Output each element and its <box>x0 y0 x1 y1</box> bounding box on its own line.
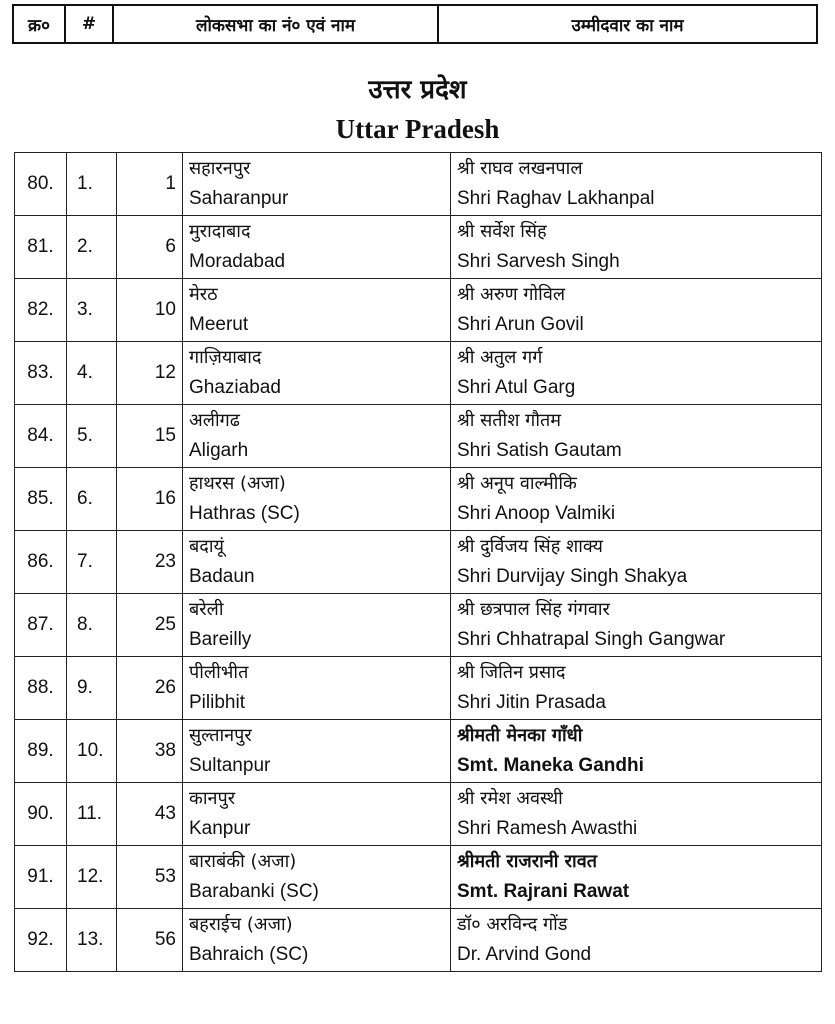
candidate-cell <box>451 783 822 846</box>
candidate-name-hindi: श्री अरुण गोविल <box>457 284 566 305</box>
candidate-name-hindi: श्रीमती मेनका गाँधी <box>457 725 583 746</box>
candidate-name-hindi: श्री सर्वेश सिंह <box>457 221 547 242</box>
state-index: 4. <box>67 342 117 405</box>
constituency-name-english: Pilibhit <box>189 692 245 713</box>
candidate-cell <box>451 846 822 909</box>
constituency-number: 12 <box>117 342 183 405</box>
constituency-number: 15 <box>117 405 183 468</box>
state-title-hindi: उत्तर प्रदेश <box>368 75 467 105</box>
constituency-name-english: Kanpur <box>189 818 251 839</box>
constituency-name-hindi: मेरठ <box>189 284 218 305</box>
candidate-name-hindi: श्री अनूप वाल्मीकि <box>457 473 577 494</box>
state-index: 2. <box>67 216 117 279</box>
candidate-name-hindi: श्री रमेश अवस्थी <box>457 788 563 809</box>
candidate-name-english: Smt. Maneka Gandhi <box>457 755 644 776</box>
candidate-name-hindi: श्री राघव लखनपाल <box>457 158 583 179</box>
header-kr: क्र० <box>14 6 66 42</box>
table-row <box>15 342 822 405</box>
candidate-cell <box>451 531 822 594</box>
constituency-name-english: Bareilly <box>189 629 252 650</box>
table-row <box>15 909 822 972</box>
constituency-cell <box>183 531 451 594</box>
serial-number: 89. <box>15 720 67 783</box>
constituency-number: 26 <box>117 657 183 720</box>
state-index: 7. <box>67 531 117 594</box>
constituency-number: 16 <box>117 468 183 531</box>
serial-number: 87. <box>15 594 67 657</box>
state-index: 5. <box>67 405 117 468</box>
candidate-table-body <box>15 153 822 972</box>
constituency-cell <box>183 153 451 216</box>
constituency-name-hindi: हाथरस (अजा) <box>189 473 286 494</box>
candidate-name-english: Shri Sarvesh Singh <box>457 251 620 272</box>
constituency-cell <box>183 657 451 720</box>
constituency-name-english: Sultanpur <box>189 755 271 776</box>
constituency-number: 10 <box>117 279 183 342</box>
header-loksabha: लोकसभा का नं० एवं नाम <box>114 6 439 42</box>
candidate-cell <box>451 405 822 468</box>
candidate-name-english: Dr. Arvind Gond <box>457 944 592 965</box>
constituency-name-hindi: अलीगढ <box>189 410 240 431</box>
constituency-cell <box>183 405 451 468</box>
candidate-name-english: Shri Ramesh Awasthi <box>457 818 638 839</box>
candidate-cell <box>451 342 822 405</box>
constituency-number: 23 <box>117 531 183 594</box>
candidate-cell <box>451 720 822 783</box>
constituency-number: 1 <box>117 153 183 216</box>
state-index: 8. <box>67 594 117 657</box>
serial-number: 90. <box>15 783 67 846</box>
constituency-number: 6 <box>117 216 183 279</box>
table-row <box>15 216 822 279</box>
candidate-name-hindi: श्री सतीश गौतम <box>457 410 561 431</box>
candidate-name-english: Shri Satish Gautam <box>457 440 622 461</box>
state-index: 9. <box>67 657 117 720</box>
state-index: 13. <box>67 909 117 972</box>
constituency-number: 53 <box>117 846 183 909</box>
table-row <box>15 468 822 531</box>
candidate-name-hindi: श्री छत्रपाल सिंह गंगवार <box>457 599 610 620</box>
serial-number: 88. <box>15 657 67 720</box>
candidate-cell <box>451 216 822 279</box>
constituency-name-hindi: बाराबंकी (अजा) <box>189 851 297 872</box>
candidate-name-english: Shri Jitin Prasada <box>457 692 606 713</box>
candidate-table <box>14 152 822 972</box>
candidate-name-hindi: श्रीमती राजरानी रावत <box>457 851 597 872</box>
candidate-cell <box>451 468 822 531</box>
serial-number: 85. <box>15 468 67 531</box>
table-row <box>15 279 822 342</box>
serial-number: 84. <box>15 405 67 468</box>
serial-number: 83. <box>15 342 67 405</box>
state-index: 6. <box>67 468 117 531</box>
constituency-number: 56 <box>117 909 183 972</box>
candidate-cell <box>451 909 822 972</box>
constituency-cell <box>183 846 451 909</box>
constituency-number: 25 <box>117 594 183 657</box>
constituency-number: 43 <box>117 783 183 846</box>
table-row <box>15 783 822 846</box>
constituency-number: 38 <box>117 720 183 783</box>
constituency-cell <box>183 909 451 972</box>
constituency-name-hindi: सहारनपुर <box>189 158 251 179</box>
constituency-name-english: Meerut <box>189 314 249 335</box>
table-row <box>15 594 822 657</box>
candidate-name-hindi: श्री जितिन प्रसाद <box>457 662 566 683</box>
constituency-name-hindi: गाज़ियाबाद <box>189 347 262 368</box>
candidate-cell <box>451 279 822 342</box>
table-row <box>15 720 822 783</box>
candidate-name-english: Shri Raghav Lakhanpal <box>457 188 655 209</box>
constituency-name-hindi: मुरादाबाद <box>189 221 251 242</box>
candidate-cell <box>451 594 822 657</box>
constituency-cell <box>183 468 451 531</box>
candidate-name-english: Shri Atul Garg <box>457 377 576 398</box>
constituency-name-hindi: बरेली <box>189 599 224 620</box>
table-row <box>15 657 822 720</box>
constituency-cell <box>183 594 451 657</box>
constituency-cell <box>183 279 451 342</box>
constituency-name-english: Barabanki (SC) <box>189 881 319 902</box>
constituency-name-english: Hathras (SC) <box>189 503 300 524</box>
constituency-name-english: Bahraich (SC) <box>189 944 309 965</box>
constituency-name-hindi: सुल्तानपुर <box>189 725 252 746</box>
table-row <box>15 531 822 594</box>
candidate-name-hindi: डॉ० अरविन्द गोंड <box>457 914 568 935</box>
state-index: 11. <box>67 783 117 846</box>
constituency-name-english: Saharanpur <box>189 188 289 209</box>
constituency-name-english: Moradabad <box>189 251 286 272</box>
table-row <box>15 846 822 909</box>
table-row <box>15 405 822 468</box>
candidate-name-english: Shri Chhatrapal Singh Gangwar <box>457 629 726 650</box>
constituency-name-hindi: बहराईच (अजा) <box>189 914 293 935</box>
state-index: 12. <box>67 846 117 909</box>
candidate-name-english: Shri Durvijay Singh Shakya <box>457 566 688 587</box>
candidate-name-hindi: श्री दुर्विजय सिंह शाक्य <box>457 536 603 557</box>
candidate-name-hindi: श्री अतुल गर्ग <box>457 347 543 368</box>
candidate-name-english: Shri Anoop Valmiki <box>457 503 616 524</box>
header-candidate: उम्मीदवार का नाम <box>571 15 684 36</box>
serial-number: 92. <box>15 909 67 972</box>
constituency-cell <box>183 783 451 846</box>
state-index: 1. <box>67 153 117 216</box>
candidate-name-english: Shri Arun Govil <box>457 314 584 335</box>
serial-number: 82. <box>15 279 67 342</box>
constituency-cell <box>183 342 451 405</box>
table-row <box>15 153 822 216</box>
constituency-name-hindi: कानपुर <box>189 788 236 809</box>
constituency-name-english: Ghaziabad <box>189 377 281 398</box>
constituency-cell <box>183 216 451 279</box>
state-title-english: Uttar Pradesh <box>335 114 500 144</box>
header-hash: # <box>66 6 114 42</box>
constituency-name-hindi: बदायूं <box>189 536 224 557</box>
candidate-cell <box>451 657 822 720</box>
state-index: 10. <box>67 720 117 783</box>
constituency-name-english: Aligarh <box>189 440 249 461</box>
candidate-name-english: Smt. Rajrani Rawat <box>457 881 630 902</box>
constituency-name-english: Badaun <box>189 566 255 587</box>
candidate-cell <box>451 153 822 216</box>
serial-number: 80. <box>15 153 67 216</box>
column-header-row <box>12 4 818 44</box>
serial-number: 91. <box>15 846 67 909</box>
constituency-name-hindi: पीलीभीत <box>189 662 249 683</box>
serial-number: 86. <box>15 531 67 594</box>
state-index: 3. <box>67 279 117 342</box>
constituency-cell <box>183 720 451 783</box>
serial-number: 81. <box>15 216 67 279</box>
